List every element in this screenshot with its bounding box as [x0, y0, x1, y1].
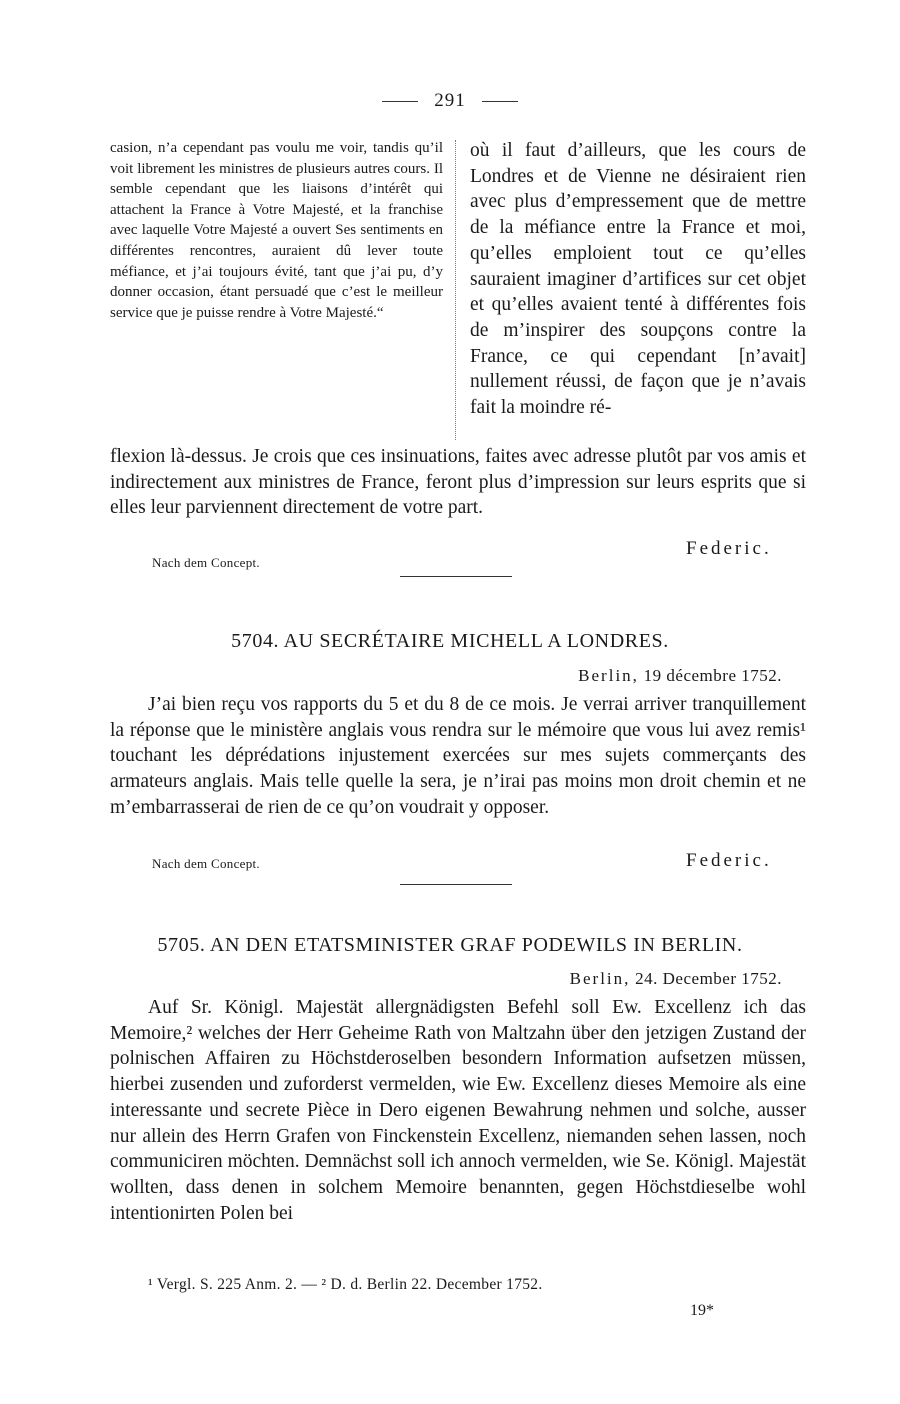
signature-mark: 19* — [690, 1302, 714, 1319]
separator-rule — [400, 884, 512, 885]
separator-rule — [400, 576, 512, 577]
letter-body-5705 — [110, 995, 806, 1226]
dateline-date: 24. December 1752. — [635, 969, 782, 988]
dateline-5705 — [570, 969, 782, 989]
right-column-text: où il faut d’ailleurs, que les cours de Londres et de Vienne ne désiraient rien avec plus d’empressement que de mettre de la méfiance entre la France et moi, qu’elles emploient tout ce qu’elles sauraient imaginer d’artifices sur cet objet et qu’elles avaient tenté à différentes fois de m’inspirer des soupçons contre la France, ce qui cependant [n’avait] nullement réussi, de façon que je n’avais fait la moindre ré- — [470, 140, 806, 419]
continuation-text: flexion là-dessus. Je crois que ces insinuations, faites avec adresse plutôt par vos amis et indirectement aux ministres de France, feront plus d’impression sur leurs esprits que si elles leur parviennent directement de votre part. — [110, 446, 806, 519]
dateline-5704 — [578, 666, 782, 686]
letter-body-5704-text: J’ai bien reçu vos rapports du 5 et du 8 de ce mois. Je verrai arriver tranquillement la réponse que le ministère anglais vous rendra sur le mémoire que vous lui avez remis¹ touchant les déprédations injustement exercées sur mes sujets commerçants des armateurs anglais. Mais telle quelle la sera, je n’irai pas moins mon droit chemin et ne m’embarrasserai de rien de ce qu’on voudrait y opposer. — [110, 694, 806, 818]
right-column — [470, 138, 806, 421]
letter-body-5704 — [110, 692, 806, 821]
heading-5705: 5705. AN DEN ETATSMINISTER GRAF PODEWILS IN BERLIN. — [157, 934, 743, 956]
left-column — [110, 138, 443, 323]
dateline-place: Berlin, — [569, 969, 631, 988]
heading-5704: 5704. AU SECRÉTAIRE MICHELL A LONDRES. — [231, 630, 669, 652]
letter-body-5705-text: Auf Sr. Königl. Majestät allergnädigsten Befehl soll Ew. Excellenz ich das Memoire,² welches der Herr Geheime Rath von Maltzahn über den jetzigen Zustand der polnischen Affairen zu Höchstderoselben besondern Information aufsetzen müssen, hierbei zusenden und zuforderst vermelden, wie Ew. Excellenz dieses Memoire als eine interessante und secrete Pièce in Dero eigenen Bewahrung nehmen und solche, ausser nur allein des Herrn Grafen von Finckenstein Excellenz, niemanden sehen lassen, noch communiciren möchten. Demnächst soll ich annoch vermelden, wie Se. Königl. Majestät wollten, dass denen in solchem Memoire benannten, gegen Höchstdieselbe wohl intentionirten Polen bei — [110, 997, 806, 1224]
source-note-5703: Nach dem Concept. — [152, 555, 260, 570]
signature-5704: Federic. — [686, 850, 772, 871]
source-note-5704: Nach dem Concept. — [152, 856, 260, 871]
signature-5703: Federic. — [686, 538, 772, 559]
dateline-date: 19 décembre 1752. — [643, 666, 782, 685]
left-column-text: casion, n’a cependant pas voulu me voir, tandis qu’il voit librement les ministres de plusieurs autres cours. Il semble cependant que les liaisons d’intérêt qui attachent la France à Votre Majesté, et la franchise avec laquelle Votre Majesté a ouvert Ses sentiments en différentes rencontres, auraient dû lever toute méfiance, et j’ai toujours évité, tant que j’ai pu, d’y donner occasion, étant persuadé que c’est le meilleur service que je puisse rendre à Votre Majesté.“ — [110, 140, 443, 321]
continuation-paragraph — [110, 444, 806, 521]
page-number-text: 291 — [434, 90, 466, 111]
dateline-place: Berlin, — [578, 666, 639, 685]
column-divider — [455, 140, 456, 440]
page-number — [0, 90, 900, 112]
footnotes: ¹ Vergl. S. 225 Anm. 2. — ² D. d. Berlin 22. December 1752. — [148, 1276, 543, 1293]
